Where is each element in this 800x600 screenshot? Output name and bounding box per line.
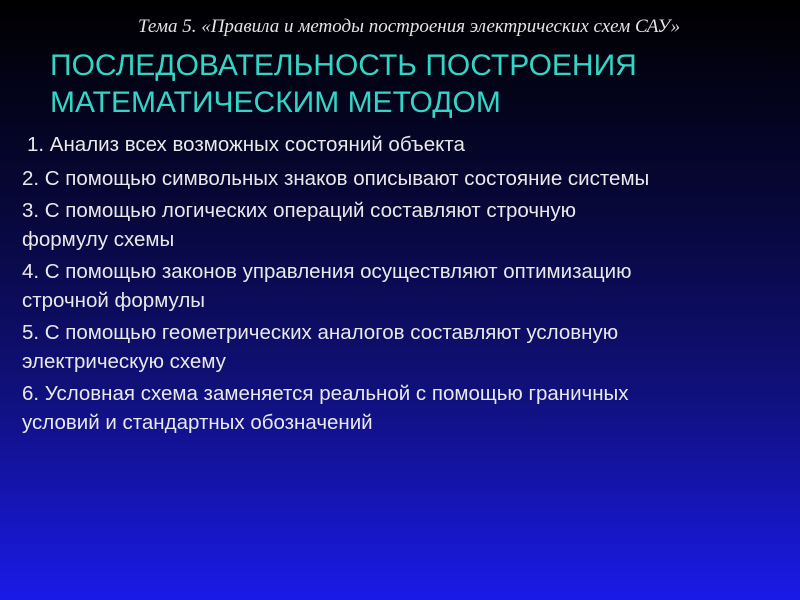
- list-item-line: 1. Анализ всех возможных состояний объекта: [27, 133, 465, 156]
- list-item-line: 2. С помощью символьных знаков описывают состояние системы: [22, 167, 650, 190]
- slide-title-line-1: ПОСЛЕДОВАТЕЛЬНОСТЬ ПОСТРОЕНИЯ: [50, 49, 637, 82]
- list-item-line: 6. Условная схема заменяется реальной с помощью граничных: [22, 382, 629, 405]
- list-item-line: 4. С помощью законов управления осуществляют оптимизацию: [22, 260, 632, 283]
- steps-list: [22, 130, 792, 440]
- list-item-line: электрическую схему: [22, 350, 226, 373]
- slide-title: [50, 47, 770, 121]
- list-item: [22, 164, 792, 193]
- list-item-line: 3. С помощью логических операций составляют строчную: [22, 199, 576, 222]
- list-item-line: 5. С помощью геометрических аналогов составляют условную: [22, 321, 619, 344]
- slide-title-line-2: МАТЕМАТИЧЕСКИМ МЕТОДОМ: [50, 86, 501, 119]
- list-item-line: формулу схемы: [22, 228, 175, 251]
- topic-header: Тема 5. «Правила и методы построения электрических схем САУ»: [138, 16, 681, 37]
- list-item: [22, 257, 792, 315]
- list-item: [22, 196, 792, 254]
- list-item: [22, 379, 792, 437]
- list-item: [22, 318, 792, 376]
- list-item-line: условий и стандартных обозначений: [22, 411, 373, 434]
- list-item: [22, 130, 792, 159]
- list-item-line: строчной формулы: [22, 289, 206, 312]
